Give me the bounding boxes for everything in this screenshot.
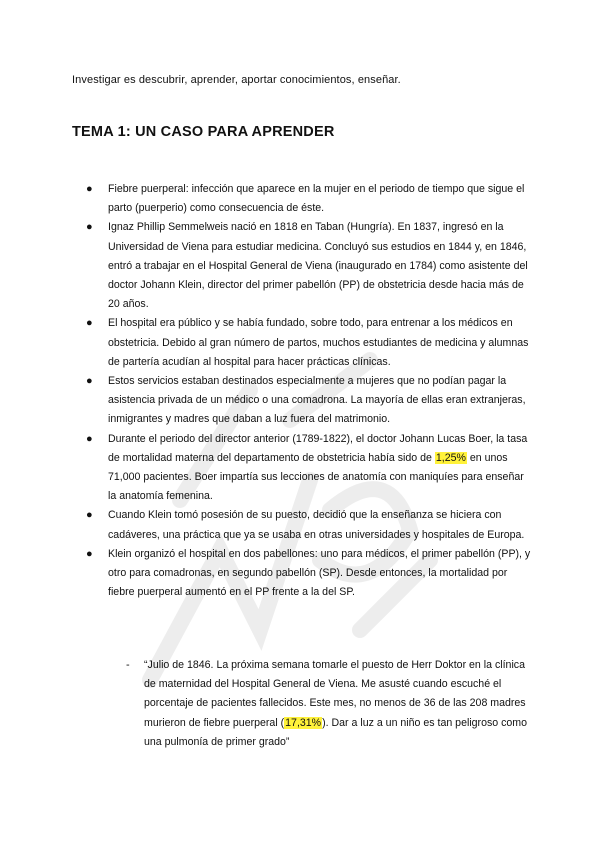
list-item: [72, 545, 532, 603]
dash-bullet: -: [126, 659, 130, 671]
bullet-icon: ●: [86, 317, 93, 330]
list-item-text: El hospital era público y se había fundado, sobre todo, para entrenar a los médicos en obstetricia. Debido al gran número de partos, muchos estudiantes de medicina y alumnas de partería acudían al hospital para hacer prácticas clínicas.: [108, 317, 529, 368]
list-item-text-start: Durante el periodo del director anterior (1789-1822), el doctor Johann Lucas Boer, la tasa de mortalidad materna del departamento de obstetricia había sido de: [108, 432, 528, 464]
list-item-text: Cuando Klein tomó posesión de su puesto, decidió que la enseñanza se hiciera con cadáveres, una práctica que ya se usaba en otras universidades y hospitales de Europa.: [108, 509, 525, 541]
list-item: [72, 218, 532, 314]
highlighted-percentage: 1,25%: [435, 451, 466, 464]
list-item-text: Ignaz Phillip Semmelweis nació en 1818 en Taban (Hungría). En 1837, ingresó en la Universidad de Viena para estudiar medicina. Concluyó sus estudios en 1844 y, en 1846, entró a trabajar en el Hospital General de Viena (inaugurado en 1784) como asistente del doctor Johann Klein, director del primer pabellón (PP) de obstetricia desde hacia más de 20 años.: [108, 221, 528, 311]
quote-text-end: ). Dar a luz a un niño es tan peligroso como una pulmonía de primer grado”: [144, 716, 528, 748]
list-item: [72, 314, 532, 372]
quote-text: [144, 656, 536, 752]
list-item-text: Estos servicios estaban destinados especialmente a mujeres que no podían pagar la asistencia privada de un médico o una comadrona. La mayoría de ellas eran extranjeras, inmigrantes y madres que daban a luz fuera del matrimonio.: [108, 375, 526, 426]
bullet-icon: ●: [86, 547, 93, 560]
list-item: [72, 372, 532, 430]
bullet-icon: ●: [86, 509, 93, 522]
bullet-icon: ●: [86, 375, 93, 388]
bullet-icon: ●: [86, 221, 93, 234]
list-item: [72, 506, 532, 544]
quote-text-start: “Julio de 1846. La próxima semana tomarle el puesto de Herr Doktor en la clínica de maternidad del Hospital General de Viena. Me asusté cuando escuché el porcentaje de pacientes fallecidos. Este mes, no menos de 36 de las 208 madres murieron de fiebre puerperal (: [144, 659, 526, 729]
intro-text: Investigar es descubrir, aprender, aportar conocimientos, enseñar.: [72, 74, 401, 86]
list-item: [72, 180, 532, 218]
quote-block: [126, 656, 536, 752]
highlighted-percentage: 17,31%: [285, 716, 322, 729]
bullet-list: [72, 180, 532, 602]
bullet-icon: ●: [86, 183, 93, 195]
list-item: [72, 430, 532, 507]
list-item-text-end: en unos 71,000 pacientes. Boer impartía sus lecciones de anatomía con maniquíes para enseñar la anatomía femenina.: [108, 451, 524, 503]
list-item-text: Klein organizó el hospital en dos pabellones: uno para médicos, el primer pabellón (PP), y otro para comadronas, en segundo pabellón (SP). Desde entonces, la mortalidad por fiebre puerperal aumentó en el PP frente a la del SP.: [108, 547, 531, 599]
list-item-text: Fiebre puerperal: infección que aparece en la mujer en el periodo de tiempo que sigue el parto (puerperio) como consecuencia de éste.: [108, 183, 525, 215]
section-heading: TEMA 1: UN CASO PARA APRENDER: [72, 124, 335, 140]
bullet-icon: ●: [86, 432, 93, 445]
